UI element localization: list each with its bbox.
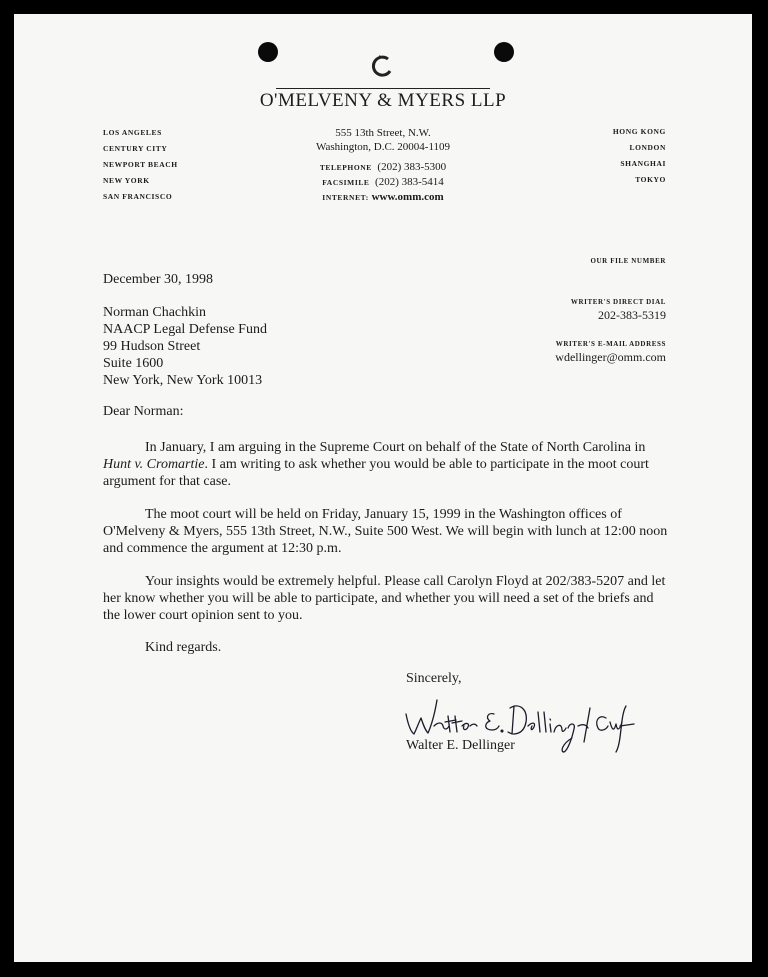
file-number-block xyxy=(590,257,666,265)
closing: Sincerely, xyxy=(406,671,462,686)
email-value: wdellinger@omm.com xyxy=(555,350,666,364)
salutation: Dear Norman: xyxy=(103,404,184,419)
address-street: 555 13th Street, N.W. xyxy=(335,127,431,139)
direct-dial-value: 202-383-5319 xyxy=(598,308,666,322)
recipient-line: NAACP Legal Defense Fund xyxy=(103,322,267,337)
punch-hole-right xyxy=(494,42,514,62)
office-city: LONDON xyxy=(629,143,666,152)
paragraph-3 xyxy=(103,573,668,624)
paragraph-2 xyxy=(103,506,668,557)
case-name: Hunt v. Cromartie xyxy=(103,457,205,472)
telephone-label: TELEPHONE xyxy=(319,163,372,172)
letter-page xyxy=(14,14,752,962)
letter-date: December 30, 1998 xyxy=(103,272,214,287)
address-city: Washington, D.C. 20004-1109 xyxy=(315,141,451,153)
email-label: WRITER'S E-MAIL ADDRESS xyxy=(555,340,666,348)
office-city: LOS ANGELES xyxy=(103,128,162,137)
facsimile-value: (202) 383-5414 xyxy=(375,176,444,188)
office-city: SHANGHAI xyxy=(620,159,666,168)
signer-name: Walter E. Dellinger xyxy=(406,738,515,753)
internet-label: INTERNET: xyxy=(322,193,369,202)
recipient-line: Norman Chachkin xyxy=(103,305,207,320)
direct-dial-label: WRITER'S DIRECT DIAL xyxy=(570,298,666,306)
facsimile-label: FACSIMILE xyxy=(322,178,370,187)
office-city: TOKYO xyxy=(635,175,666,184)
office-city: SAN FRANCISCO xyxy=(103,192,173,201)
internet-value: www.omm.com xyxy=(371,191,444,203)
letterhead-rule xyxy=(276,88,490,89)
recipient-line: Suite 1600 xyxy=(103,356,164,371)
paragraph-1-text-end: . I am writing to ask whether you would be able to participate in the moot court argument for that case. xyxy=(103,457,649,489)
firm-logo-icon xyxy=(370,54,394,80)
offices-right xyxy=(613,124,666,188)
recipient-address xyxy=(103,304,668,389)
recipient-line: New York, New York 10013 xyxy=(103,373,263,388)
recipient-line: 99 Hudson Street xyxy=(103,339,201,354)
paragraph-4-text: Kind regards. xyxy=(145,640,222,655)
file-number-label: OUR FILE NUMBER xyxy=(590,257,666,265)
telephone-value: (202) 383-5300 xyxy=(377,161,447,173)
paragraph-1 xyxy=(103,439,668,490)
punch-hole-left xyxy=(258,42,278,62)
paragraph-1-text: In January, I am arguing in the Supreme Court on behalf of the State of North Carolina in xyxy=(145,440,646,455)
paragraph-2-text: The moot court will be held on Friday, January 15, 1999 in the Washington offices of O'Melveny & Myers, 555 13th Street, N.W., Suite 500 West. We will begin with lunch at 12:00 noon and commence the argument at 12:30 p.m. xyxy=(103,507,668,556)
office-city: CENTURY CITY xyxy=(103,144,168,153)
firm-name: O'MELVENY & MYERS LLP xyxy=(259,90,507,111)
paragraph-4 xyxy=(103,639,668,656)
office-city: NEWPORT BEACH xyxy=(103,160,178,169)
office-city: HONG KONG xyxy=(612,127,666,136)
office-city: NEW YORK xyxy=(103,176,150,185)
paragraph-3-text: Your insights would be extremely helpful. Please call Carolyn Floyd at 202/383-5207 and let her know whether you will be able to participate, and whether you will need a set of the briefs and the lower court opinion sent to you. xyxy=(103,574,666,623)
